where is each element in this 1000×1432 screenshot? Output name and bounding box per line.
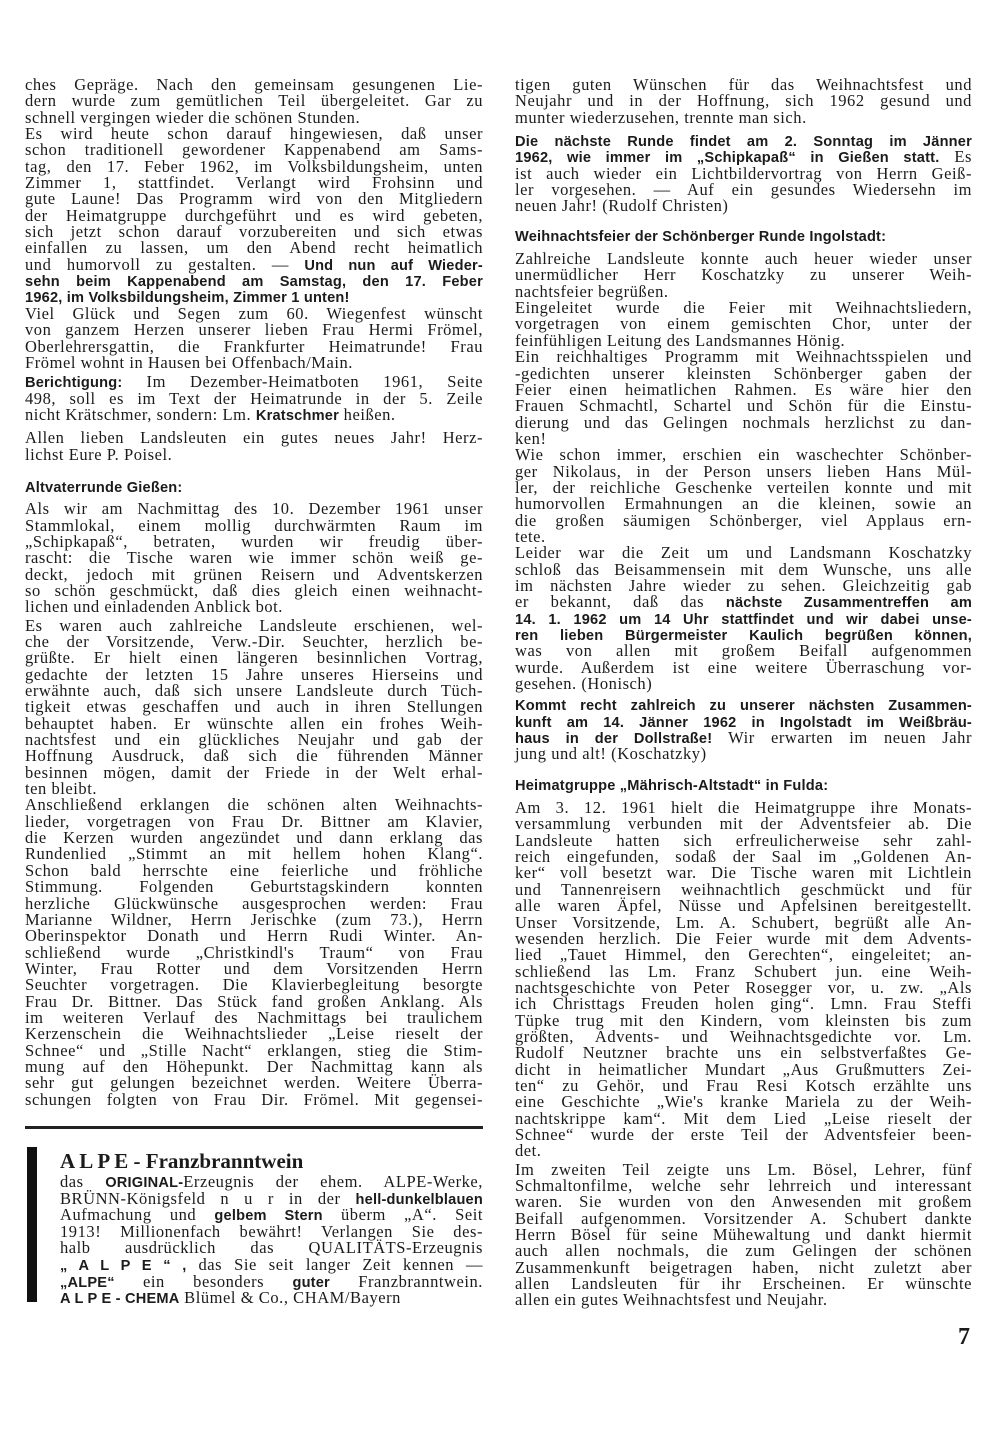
text-line: ich Christtags Freuden holen ging“. Lmn. Frau Steffi: [515, 994, 972, 1014]
text-line: und Tannenreisern weihnachtlich geschmückt und für: [515, 879, 972, 899]
section-heading: Heimatgruppe „Mährisch-Altstadt“ in Fulda:: [515, 777, 829, 794]
text-line: deckt, jedoch mit grünen Reisern und Adventskerzen: [25, 564, 483, 584]
bold-text-segment: A L P E - CHEMA: [60, 1291, 180, 1308]
text-line: Zimmer 1, stattfindet. Verlangt wird Frohsinn und: [25, 173, 483, 193]
bold-text-segment: Kommt recht zahlreich zu unserer nächsten Zusammen-: [515, 698, 972, 715]
paragraph: [515, 697, 972, 762]
text-segment: das: [60, 1172, 106, 1191]
paragraph: [25, 303, 483, 372]
paragraph: [25, 77, 483, 126]
paragraph: [515, 1159, 972, 1310]
text-line: grüßte. Er hielt einen längeren besinnlichen Vortrag,: [25, 648, 483, 668]
text-line: gesehen. (Honisch): [515, 674, 653, 694]
text-line: [515, 133, 972, 149]
bold-text-segment: Und nun auf Wieder-: [304, 257, 483, 274]
paragraph: [25, 797, 483, 1108]
text-line: [515, 594, 972, 610]
text-line: schnell vergingen wieder die schönen Stunden.: [25, 107, 361, 127]
text-line: dierung und das Gelingen nochmals herzlichst zu dan-: [515, 412, 972, 432]
paragraph: [60, 1174, 483, 1290]
text-line: schungen folgten von Frau Dir. Frömel. Mit gegensei-: [25, 1089, 483, 1109]
paragraph: [515, 251, 972, 300]
text-line: Anschließend erklangen die schönen alten Weihnachts-: [25, 795, 483, 815]
paragraph: [515, 300, 972, 349]
text-segment: er bekannt, daß das: [515, 592, 726, 612]
text-line: Frauen Schmachtl, Schartel und Schön für die Einstu-: [515, 396, 972, 416]
text-line: feinfühligen Leitung des Landsmannes Hönig.: [515, 330, 846, 350]
text-line: humorvollen Ermahnungen an die kleinen, sowie an: [515, 494, 972, 514]
text-line: herzliche Glückwünsche ausgesprochen werden: Frau: [25, 893, 483, 913]
text-line: Eingeleitet wurde die Feier mit Weihnachtsliedern,: [515, 298, 972, 318]
paragraph: [25, 430, 483, 463]
bold-text-segment: gelbem Stern: [214, 1208, 323, 1225]
text-line: ten bleibt.: [25, 779, 98, 799]
text-line: alle waren Äpfel, Nüsse und Apfelsinen bereitgestellt.: [515, 896, 972, 916]
text-line: „Schipkapaß“, betraten, wurden wir freudig über-: [25, 531, 483, 551]
text-segment: Im Dezember-Heimatboten 1961, Seite: [122, 372, 483, 392]
text-segment: Aufmachung und: [60, 1205, 215, 1225]
bold-text-segment: „ A L P E “ ,: [60, 1257, 187, 1274]
text-line: [60, 1290, 483, 1307]
text-line: nachtsfest und ein glückliches Neujahr und gab der: [25, 730, 483, 750]
text-line: waren. Sie wurden von den Anwesenden mit großem: [515, 1192, 972, 1212]
text-line: Hoffnung Ausdruck, daß sich die führenden Männer: [25, 746, 483, 766]
text-line: nachtsfeier begrüßen.: [515, 281, 669, 301]
left-column: [25, 77, 483, 1108]
text-line: Feier einen heimatlichen Rahmen. Es wäre hier den: [515, 379, 972, 399]
text-line: sehr gut gelungen bezeichnet werden. Weitere Überra-: [25, 1073, 483, 1093]
text-line: Stimmung. Folgenden Geburtstagskindern konnten: [25, 877, 483, 897]
text-line: tigkeit etwas geschaffen und auch in ihren Stellungen: [25, 697, 483, 717]
text-line: wesenden herzlich. Die Feier wurde mit dem Advents-: [515, 928, 972, 948]
text-segment: Es: [939, 147, 972, 167]
text-line: tete.: [515, 526, 546, 546]
bold-text-segment: Die nächste Runde findet am 2. Sonntag im Jänner: [515, 134, 972, 151]
text-line: wurde. Außerdem ist eine weitere Überraschung vor-: [515, 657, 972, 677]
paragraph: [25, 126, 483, 306]
text-line: Seuchter vorgetragen. Die Klavierbegleitung besorgte: [25, 975, 483, 995]
text-line: Frau Dr. Bittner. Das Stück fand großen Anklang. Als: [25, 991, 483, 1011]
text-line: ker“ voll besetzt war. Die Tische waren mit Lichtlein: [515, 863, 972, 883]
text-line: ler, der reichliche Geschenke verteilen konnte und mit: [515, 477, 972, 497]
text-line: Rudolf Neutzner brachte uns ein selbstverfaßtes Ge-: [515, 1043, 972, 1063]
bold-text-segment: Kratschmer: [255, 407, 339, 424]
text-line: Leider war die Zeit um und Landsmann Koschatzky: [515, 543, 972, 563]
text-line: jung und alt! (Koschatzky): [515, 744, 707, 764]
paragraph: [515, 349, 972, 447]
text-segment: heißen.: [338, 404, 396, 424]
text-line: Allen lieben Landsleuten ein gutes neues Jahr! Herz-: [25, 428, 483, 448]
text-segment: ein besonders: [114, 1271, 293, 1291]
text-line: Oberlehrersgattin, die Frankfurter Heimatrunde! Frau: [25, 336, 483, 356]
paragraph: [515, 545, 972, 692]
bold-text-segment: „ALPE“: [60, 1274, 115, 1291]
text-segment: und humorvoll zu gestalten. —: [25, 254, 305, 274]
text-line: 498, soll es im Text der Heimatrunde in der 5. Zeile: [25, 388, 483, 408]
text-line: Zahlreiche Landsleute konnte auch heuer wieder unser: [515, 249, 972, 269]
text-line: die Kerzen wurden angezündet und dann erklang das: [25, 828, 483, 848]
text-line: so schön geschmückt, daß dies gleich einen weihnacht-: [25, 580, 483, 600]
text-line: dern wurde zum gemütlichen Teil übergeleitet. Gar zu: [25, 91, 483, 111]
page-number: 7: [958, 1324, 970, 1350]
ad-title: A L P E - Franzbranntwein: [60, 1149, 304, 1173]
bold-text-segment: 14. 1. 1962 um 14 Uhr stattfindet und wir dabei unse-: [515, 611, 972, 628]
text-line: ger Nikolaus, in der Person unsers lieben Hans Mül-: [515, 461, 972, 481]
paragraph: [25, 615, 483, 799]
text-line: Ein reichhaltiges Programm mit Weihnachtsspielen und: [515, 347, 972, 367]
text-segment: nicht Krätschmer, sondern: Lm.: [25, 404, 256, 424]
bold-text-segment: sehn beim Kappenabend am Samstag, den 17. Feber: [25, 274, 483, 291]
text-segment: Franzbranntwein.: [329, 1271, 483, 1291]
text-line: eine Geschichte „Wie's kranke Mariela zu der Weih-: [515, 1092, 972, 1112]
text-line: lied „Tauet Himmel, den Gerechten“, eingeleitet; an-: [515, 945, 972, 965]
text-line: Schmaltonfilme, welche sehr lehrreich und interessant: [515, 1176, 972, 1195]
text-line: einfallen zu lassen, um den Abend recht heimatlich: [25, 238, 483, 258]
bold-text-segment: ORIGINAL-: [105, 1175, 184, 1191]
text-line: neuen Jahr! (Rudolf Christen): [515, 196, 729, 216]
text-line: Winter, Frau Rotter und dem Vorsitzenden Herrn: [25, 958, 483, 978]
ad-body: [60, 1174, 483, 1307]
text-line: im weiteren Verlauf des Nachmittags bei traulichem: [25, 1007, 483, 1027]
bold-text-segment: haus in der Dollstraße!: [515, 731, 713, 748]
text-line: ten“ zu Gehör, und Frau Resi Kotsch erzählte uns: [515, 1075, 972, 1095]
text-line: nachtsgeschichte von Peter Rosegger vor, u. zw. „Als: [515, 977, 972, 997]
text-line: lichst Eure P. Poisel.: [25, 444, 173, 464]
text-line: Im zweiten Teil zeigte uns Lm. Bösel, Lehrer, fünf: [515, 1159, 972, 1179]
text-line: allen Landsleuten für ihr Erscheinen. Er wünschte: [515, 1274, 972, 1294]
section-heading: Altvaterrunde Gießen:: [25, 479, 183, 496]
text-line: che der Vorsitzende, Verw.-Dir. Seuchter, herzlich be-: [25, 632, 483, 651]
bold-text-segment: guter: [292, 1274, 330, 1291]
right-column: [515, 77, 972, 1309]
text-line: [25, 404, 483, 424]
text-line: Neujahr und in der Hoffnung, sich 1962 gesund und: [515, 91, 972, 111]
paragraph: [25, 501, 483, 615]
text-line: tigen guten Wünschen für das Weihnachtsfest und: [515, 75, 972, 94]
text-line: Es wird heute schon darauf hingewiesen, daß unser: [25, 124, 483, 144]
text-line: schloß das Beisammensein mit dem Wunsche, uns alle: [515, 559, 972, 579]
section-heading: Weihnachtsfeier der Schönberger Runde Ingolstadt:: [515, 228, 887, 245]
text-line: rascht: die Tische waren wie immer schön weiß ge-: [25, 548, 483, 568]
text-line: lichen und einladenden Anblick bot.: [25, 597, 283, 617]
paragraph: [515, 447, 972, 545]
bold-text-segment: ren lieben Bürgermeister Kaulich begrüßen können,: [515, 628, 972, 644]
text-line: versammlung verbunden mit der Adventsfeier ab. Die: [515, 814, 972, 834]
text-line: ler vorgesehen. — Auf ein gesundes Wiedersehn im: [515, 180, 972, 200]
text-line: Frömel wohnt in Hausen bei Offenbach/Main.: [25, 352, 353, 372]
text-line: gute Laune! Das Programm wird von den Mitgliedern: [25, 189, 483, 209]
bold-text-segment: 1962, im Volksbildungsheim, Zimmer 1 unten!: [25, 290, 350, 307]
text-line: [25, 254, 483, 274]
bold-text-segment: Berichtigung:: [25, 375, 123, 392]
text-segment: Wir erwarten im neuen Jahr: [712, 728, 972, 748]
text-line: vorgetragen von einem gemischten Chor, unter der: [515, 314, 972, 334]
paragraph: [515, 77, 972, 126]
text-line: besinnen mögen, damit der Friede in der Welt erhal-: [25, 762, 483, 782]
text-line: was von allen mit großem Beifall aufgenommen: [515, 641, 972, 661]
paragraph: [60, 1290, 483, 1307]
text-segment: überm „A“. Seit: [322, 1205, 483, 1225]
text-line: Tüpke trug mit den Kindern, vom kleinsten bis zum: [515, 1010, 972, 1030]
text-line: auch allen nochmals, die zum Gelingen der schönen: [515, 1241, 972, 1261]
text-line: ches Gepräge. Nach den gemeinsam gesungenen Lie-: [25, 75, 483, 94]
text-line: von ganzem Herzen unserer lieben Frau Hermi Frömel,: [25, 320, 483, 340]
text-line: Schnee“ und „Stille Nacht“ erklangen, stieg die Stim-: [25, 1040, 483, 1060]
text-line: behauptet haben. Er wünschte allen ein frohes Weih-: [25, 713, 483, 733]
text-line: Zusammenkunft beigetragen haben, nicht zuletzt aber: [515, 1257, 972, 1277]
text-line: allen ein gutes Weihnachtsfest und Neujahr.: [515, 1290, 828, 1310]
text-line: gedachte der letzten 15 Jahre unseres Hierseins und: [25, 664, 483, 684]
text-segment: Erzeugnis der ehem. ALPE-Werke,: [183, 1172, 483, 1191]
text-line: die großen säumigen Schönberger, viel Applaus ern-: [515, 510, 972, 530]
text-line: Wie schon immer, erschien ein waschechter Schönber-: [515, 445, 972, 465]
text-line: Stammlokal, einem mollig durchwärmten Raum im: [25, 515, 483, 535]
text-line: Marianne Wildner, Herrn Jerischke (zum 73.), Herrn: [25, 909, 483, 929]
text-line: unermüdlicher Herr Koschatzky zu unserer Weih-: [515, 265, 972, 285]
text-line: Herrn Bösel für seine Mühewaltung und dankt hiermit: [515, 1225, 972, 1245]
text-line: det.: [515, 1141, 542, 1161]
text-line: reich eingefunden, sodaß der Saal im „Goldenen An-: [515, 847, 972, 867]
text-line: erwähnte auch, daß sich unsere Landsleute durch Tüch-: [25, 681, 483, 701]
text-line: [515, 697, 972, 713]
bold-text-segment: 1962, wie immer im „Schipkapaß“ in Gießen statt.: [515, 150, 940, 167]
text-line: tag, den 17. Feber 1962, im Volksbildungsheim, unten: [25, 156, 483, 176]
text-line: 1913! Millionenfach bewährt! Verlangen Sie des-: [60, 1221, 483, 1241]
bold-text-segment: hell-dunkelblauen: [355, 1191, 483, 1208]
bold-text-segment: nächste Zusammentreffen am: [725, 595, 972, 612]
text-line: -gedichten unserer kleinsten Schönberger gaben der: [515, 363, 972, 383]
text-line: [515, 611, 972, 627]
text-line: mung auf den Höhepunkt. Der Nachmittag kann als: [25, 1056, 483, 1076]
text-line: größten, Advents- und Weihnachtsgedichte vor. Lm.: [515, 1026, 972, 1046]
text-line: dicht in heimatlicher Mundart „Aus Grußmutters Zei-: [515, 1059, 972, 1079]
text-line: schließend las Lm. Franz Schubert jun. eine Weih-: [515, 961, 972, 981]
text-line: Am 3. 12. 1961 hielt die Heimatgruppe ihre Monats-: [515, 798, 972, 818]
text-line: sich jetzt schon darauf vorzubereiten und sich etwas: [25, 222, 483, 242]
text-line: schon traditionell gewordener Kappenabend am Sams-: [25, 140, 483, 160]
text-line: Beifall aufgenommen. Vorsitzender A. Schubert dankte: [515, 1208, 972, 1228]
text-line: Landsleute hatten sich erfreulicherweise sehr zahl-: [515, 830, 972, 850]
text-segment: das Sie seit langer Zeit kennen —: [186, 1254, 483, 1274]
text-line: Schon bald herrschte eine feierliche und fröhliche: [25, 860, 483, 880]
bold-text-segment: kunft am 14. Jänner 1962 in Ingolstadt im Weißbräu-: [515, 714, 972, 731]
text-line: der Heimatgruppe durchgeführt und es wird gebeten,: [25, 205, 483, 225]
alpe-advertisement: [60, 1149, 483, 1307]
text-segment: BRÜNN-Königsfeld n u r in der: [60, 1188, 356, 1208]
text-line: nachtskrippe kam“. Mit dem Lied „Leise rieselt der: [515, 1108, 972, 1128]
text-line: Rundenlied „Stimmt an mit hellem hohen Klang“.: [25, 844, 483, 864]
paragraph: [515, 800, 972, 1160]
ad-black-bar: [27, 1147, 37, 1302]
text-segment: Blümel & Co., CHAM/Bayern: [179, 1288, 401, 1308]
text-line: [25, 273, 483, 289]
text-line: halb ausdrücklich das QUALITÄTS-Erzeugnis: [60, 1238, 483, 1258]
text-line: ken!: [515, 428, 547, 448]
paragraph: [25, 374, 483, 423]
text-line: Kerzenschein die Weihnachtslieder „Leise rieselt der: [25, 1024, 483, 1044]
paragraph: [515, 133, 972, 215]
text-line: munter wiederzusehen, trennte man sich.: [515, 107, 807, 127]
ad-separator-rule: [25, 1126, 483, 1129]
text-line: Viel Glück und Segen zum 60. Wiegenfest wünscht: [25, 303, 483, 323]
text-line: im nächsten Jahre wieder zu sehen. Gleichzeitig gab: [515, 575, 972, 595]
text-line: Oberinspektor Donath und Herrn Rudi Winter. An-: [25, 926, 483, 946]
text-line: Unser Vorsitzende, Lm. A. Schubert, begrüßt alle An-: [515, 912, 972, 932]
text-line: Als wir am Nachmittag des 10. Dezember 1961 unser: [25, 499, 483, 519]
text-line: Es waren auch zahlreiche Landsleute erschienen, wel-: [25, 615, 483, 635]
text-line: ist auch wieder ein Lichtbildervortrag von Herrn Geiß-: [515, 163, 972, 183]
text-line: schließend wurde „Christkindl's Traum“ von Frau: [25, 942, 483, 962]
text-line: Schnee“ wurde der erste Teil der Adventsfeier been-: [515, 1124, 972, 1144]
text-line: lieder, vorgetragen von Frau Dr. Bittner am Klavier,: [25, 811, 483, 831]
